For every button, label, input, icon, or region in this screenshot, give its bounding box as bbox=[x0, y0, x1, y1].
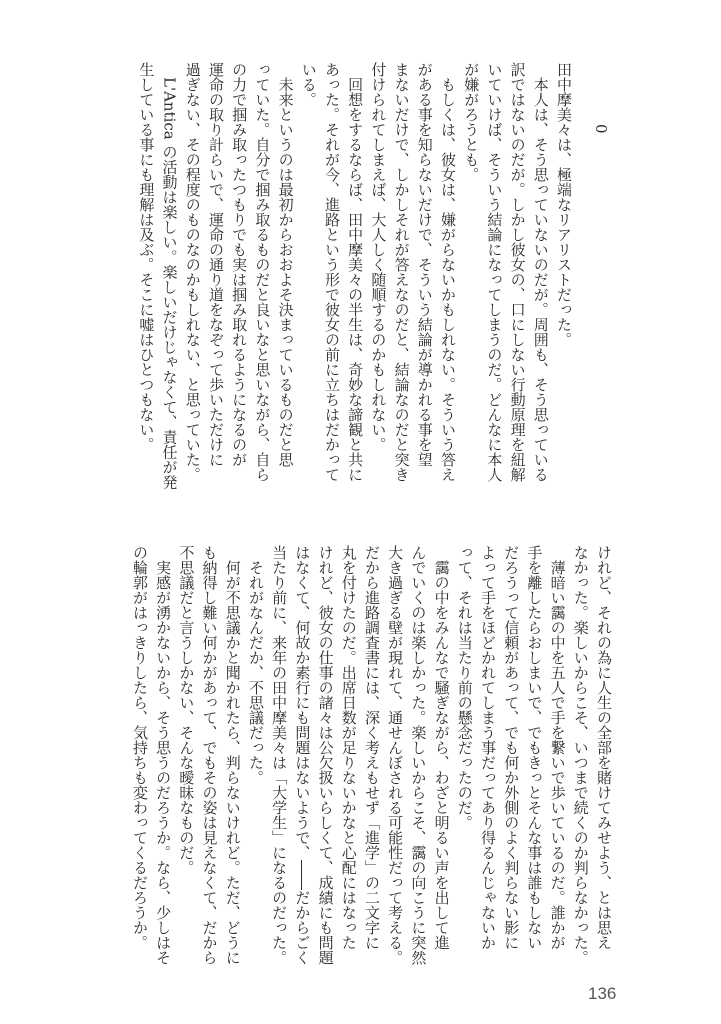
text-column: あった。それが今、進路という形で彼女の前に立ちはだかって bbox=[322, 62, 341, 482]
text-column: 過ぎない、その程度のものなのかもしれない、と思っていた。 bbox=[183, 62, 202, 482]
text-column: 実感が湧かないから、そう思うのだろうか。なら、少しはそ bbox=[154, 545, 173, 965]
text-column: だろうって信頼があって、でも何か外側のよく判らない影に bbox=[502, 545, 521, 950]
text-column: 何が不思議かと聞かれたら、判らないけれど。ただ、どうに bbox=[223, 545, 242, 965]
text-column: なかった。楽しいからこそ、いつまで続くのか判らなかった。 bbox=[571, 545, 590, 965]
text-column: まないだけで、しかしそれが答えなのだと、結論なのだと突き bbox=[392, 62, 411, 482]
text-column: けれど、彼女の仕事の諸々は公欠扱いらしくて、成績にも問題 bbox=[316, 545, 335, 965]
text-column: も納得し難い何かがあって、でもその姿は見えなくて、だから bbox=[200, 545, 219, 965]
text-column: 不思議だと言うしかない、そんな曖昧なものだ。 bbox=[177, 545, 196, 875]
text-column: 薄暗い靄の中を五人で手を繋いで歩いているのだ。誰かが bbox=[548, 545, 567, 950]
chapter-heading: 0 bbox=[592, 124, 610, 134]
text-column: 丸を付けたのだ。出席日数が足りないかなと心配にはなった bbox=[339, 545, 358, 950]
text-column: いていけば、そういう結論になってしまうのだ。どんなに本人 bbox=[485, 62, 504, 482]
text-column: の力で掴み取ったつもりでも実は掴み取れるようになるのが bbox=[230, 62, 249, 467]
text-column: の輪郭がはっきりしたら、気持ちも変わってくるだろうか。 bbox=[130, 545, 149, 950]
text-column: 回想をするならば、田中摩美々の半生は、奇妙な諦観と共に bbox=[346, 62, 365, 482]
text-column: がある事を知らないだけで、そういう結論が導かれる事を望 bbox=[415, 62, 434, 467]
text-column: んでいくのは楽しかった。楽しいからこそ、靄の向こうに突然 bbox=[409, 545, 428, 965]
text-column: 運命の取り計らいで、運命の通り道をなぞって歩いただけに bbox=[206, 62, 225, 467]
text-column: 田中摩美々は、極端なリアリストだった。 bbox=[555, 62, 573, 347]
text-column: って、それは当たり前の懸念だったのだ。 bbox=[455, 545, 474, 830]
page-number: 136 bbox=[588, 984, 617, 1003]
text-column: 当たり前に、来年の田中摩美々は「大学生」になるのだった。 bbox=[270, 545, 289, 965]
text-column: はなくて、何故か素行にも問題はないようで、――だからごく bbox=[293, 545, 312, 965]
text-column: 靄の中をみんなで騒ぎながら、わざと明るい声を出して進 bbox=[432, 545, 451, 950]
text-column: 未来というのは最初からおおよそ決まっているものだと思 bbox=[276, 62, 295, 467]
text-column: けれど、それの為に人生の全部を賭けてみせよう、とは思え bbox=[595, 545, 613, 950]
text-column: 大き過ぎる壁が現れて、通せんぼされる可能性だって考える。 bbox=[386, 545, 405, 965]
text-column: 生している事にも理解は及ぶ。そこに嘘はひとつもない。 bbox=[137, 62, 156, 452]
text-column: 訳ではないのだが。しかし彼女の、口にしない行動原理を紐解 bbox=[508, 62, 527, 482]
text-column: L'Antica の活動は楽しい。楽しいだけじゃなくて、責任が発 bbox=[160, 62, 179, 490]
text-column: よって手をほどかれてしまう事だってあり得るんじゃないか bbox=[478, 545, 497, 950]
text-column: だから進路調査書には、深く考えもせず「進学」の二文字に bbox=[362, 545, 381, 950]
text-column: 本人は、そう思っていないのだが。周囲も、そう思っている bbox=[531, 62, 550, 482]
text-column: 付けられてしまえば、大人しく随順するのかもしれない。 bbox=[369, 62, 388, 452]
text-column: もしくは、彼女は、嫌がらないかもしれない。そういう答え bbox=[438, 62, 457, 482]
text-column: が嫌がろうとも。 bbox=[462, 62, 481, 182]
text-column: それがなんだか、不思議だった。 bbox=[246, 545, 265, 785]
top-text-tier bbox=[134, 62, 613, 494]
text-column: いる。 bbox=[299, 62, 318, 107]
text-column: っていた。自分で掴み取るものだと良いなと思いながら、自ら bbox=[253, 62, 272, 482]
text-column: 手を離したらおしまいで、でもきっとそんな事は誰もしない bbox=[525, 545, 544, 950]
bottom-text-tier bbox=[128, 545, 615, 977]
